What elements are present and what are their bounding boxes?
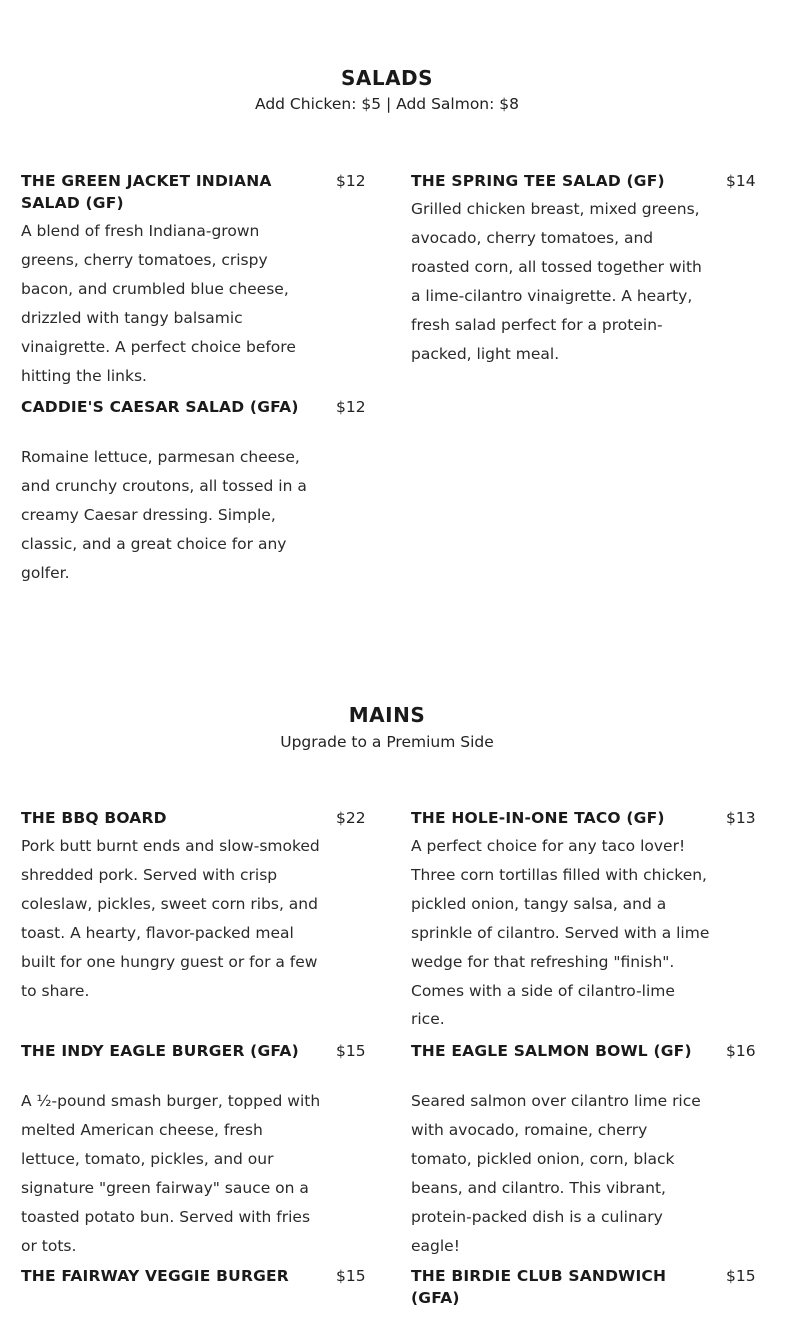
mains-subtitle: Upgrade to a Premium Side (280, 733, 494, 751)
menu-item (21, 1040, 366, 1255)
item-name: THE FAIRWAY VEGGIE BURGER (21, 1267, 289, 1285)
menu-item (21, 170, 366, 385)
menu-item (21, 807, 366, 1017)
item-price: $15 (336, 1267, 366, 1285)
menu-item (411, 1265, 756, 1321)
item-name: THE GREEN JACKET INDIANA SALAD (GF) (21, 172, 272, 212)
item-description: Grilled chicken breast, mixed greens, avocado, cherry tomatoes, and roasted corn, all tossed together with a lime-cilantro vinaigrette. A hearty, fresh salad perfect for a protein-packed, light meal. (411, 200, 702, 363)
menu-item (411, 1040, 756, 1255)
item-description: A perfect choice for any taco lover! Three corn tortillas filled with chicken, pickled onion, tangy salsa, and a sprinkle of cilantro. Served with a lime wedge for that refreshing "finish". Comes with a side of cilantro-lime rice. (411, 837, 710, 1029)
item-name: THE EAGLE SALMON BOWL (GF) (411, 1042, 692, 1060)
item-description: Seared salmon over cilantro lime rice with avocado, romaine, cherry tomato, pickled onion, corn, black beans, and cilantro. This vibrant, protein-packed dish is a culinary eagle! (411, 1092, 701, 1255)
item-price: $16 (726, 1042, 756, 1060)
mains-title: MAINS (348, 703, 426, 727)
salads-subtitle: Add Chicken: $5 | Add Salmon: $8 (255, 95, 519, 113)
menu-item (411, 807, 756, 1029)
item-price: $14 (726, 172, 756, 190)
item-price: $15 (726, 1267, 756, 1285)
item-description: Pork butt burnt ends and slow-smoked shredded pork. Served with crisp coleslaw, pickles, sweet corn ribs, and toast. A hearty, flavor-packed meal built for one hungry guest or for a few to share. (21, 837, 320, 1000)
item-description: A ½-pound smash burger, topped with melted American cheese, fresh lettuce, tomato, pickles, and our signature "green fairway" sauce on a toasted potato bun. Served with fries or tots. (21, 1092, 321, 1255)
item-name: THE SPRING TEE SALAD (GF) (411, 172, 665, 190)
item-name: THE BBQ BOARD (21, 809, 167, 827)
item-name: THE HOLE-IN-ONE TACO (GF) (411, 809, 665, 827)
salads-title: SALADS (340, 66, 434, 90)
menu-item (411, 170, 756, 370)
item-price: $13 (726, 809, 756, 827)
item-price: $22 (336, 809, 366, 827)
item-price: $12 (336, 172, 366, 190)
item-description: Romaine lettuce, parmesan cheese, and crunchy croutons, all tossed in a creamy Caesar dressing. Simple, classic, and a great choice for any golfer. (21, 448, 307, 582)
menu-item (21, 396, 366, 596)
item-name: THE INDY EAGLE BURGER (GFA) (21, 1042, 299, 1060)
menu-item (21, 1265, 366, 1321)
item-description: A blend of fresh Indiana-grown greens, cherry tomatoes, crispy bacon, and crumbled blue cheese, drizzled with tangy balsamic vinaigrette. A perfect choice before hitting the links. (21, 222, 296, 385)
item-name: CADDIE'S CAESAR SALAD (GFA) (21, 398, 299, 416)
item-price: $12 (336, 398, 366, 416)
item-name: THE BIRDIE CLUB SANDWICH (GFA) (411, 1267, 667, 1307)
item-price: $15 (336, 1042, 366, 1060)
